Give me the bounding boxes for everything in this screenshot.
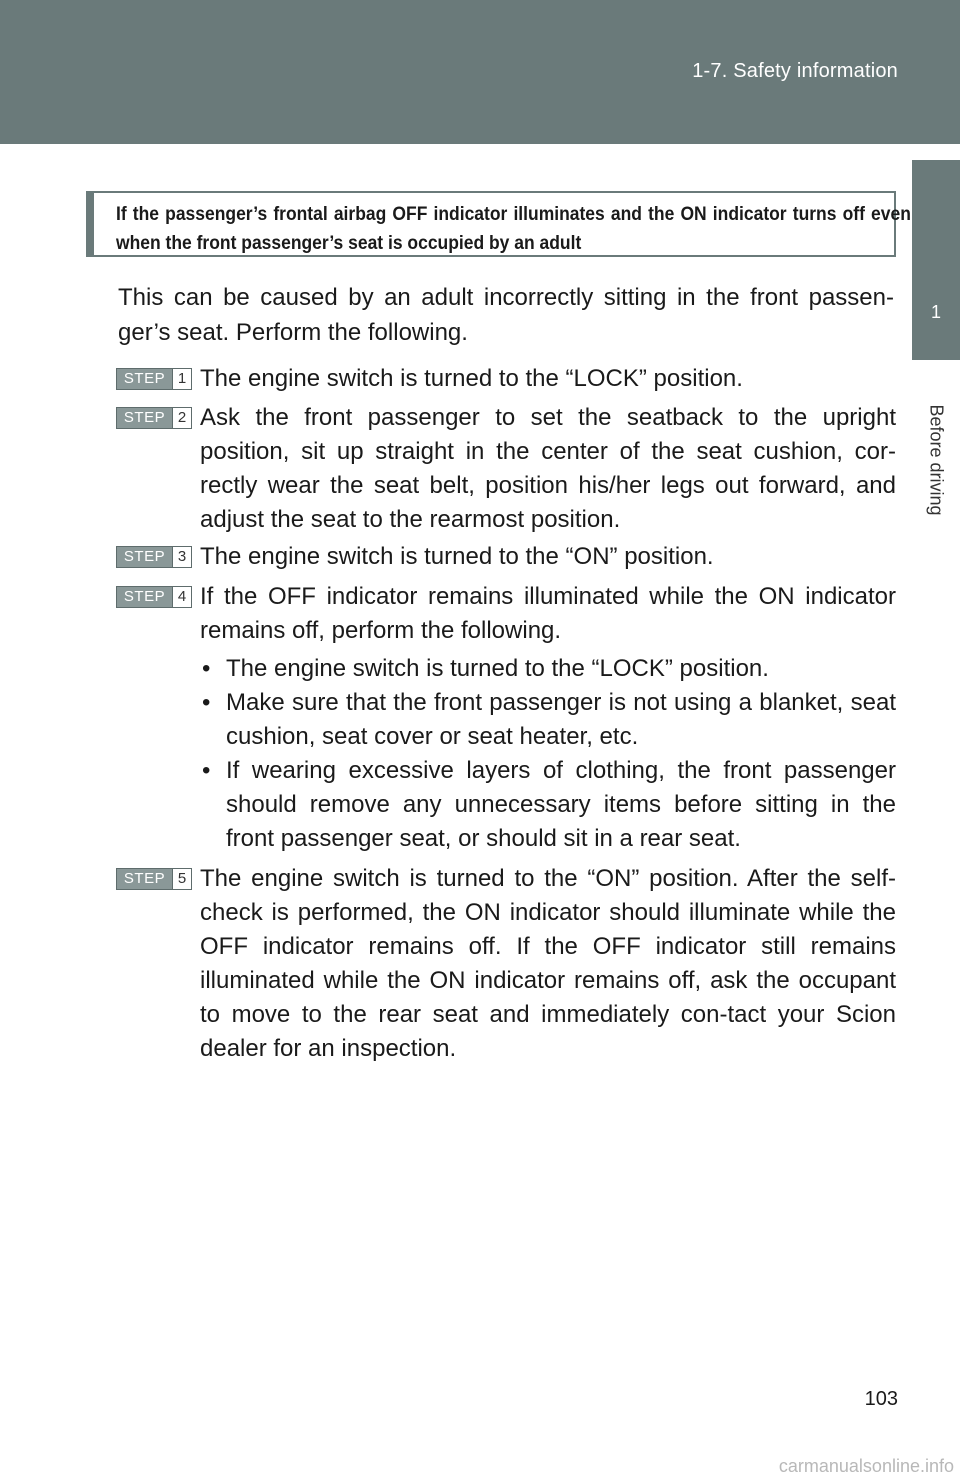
step-badge-label: STEP xyxy=(123,548,166,565)
page-number: 103 xyxy=(864,1388,898,1410)
bullet-item: • The engine switch is turned to the “LOCK” position. xyxy=(200,652,896,686)
step-2 xyxy=(116,401,896,537)
chapter-number: 1 xyxy=(930,302,941,322)
step-badge-label: STEP xyxy=(123,870,166,887)
step-text: The engine switch is turned to the “LOCK” position. xyxy=(200,365,743,392)
step-text: Ask the front passenger to set the seatback to the upright position, sit up straight in the center of the seat cushion, cor-rectly wear the seat belt, position his/her legs out forward, and adjust the seat to the rearmost position. xyxy=(200,404,896,533)
step-badge xyxy=(116,368,192,390)
step-text: If the OFF indicator remains illuminated while the ON indicator remains off, perform the following. xyxy=(200,583,896,644)
step-badge-label: STEP xyxy=(123,588,166,605)
step-3 xyxy=(116,540,896,574)
step-badge xyxy=(116,586,192,608)
section-title: 1-7. Safety information xyxy=(692,60,898,82)
notice-box xyxy=(86,191,911,257)
chapter-label: Before driving xyxy=(926,404,947,516)
watermark: carmanualsonline.info xyxy=(778,1456,954,1476)
step-badge-number: 1 xyxy=(172,369,191,389)
step-badge-label: STEP xyxy=(123,370,166,387)
step-text: The engine switch is turned to the “ON” position. After the self-check is performed, the ON indicator should illuminate while the OFF indicator remains off. If the OFF indicator still remains illuminated while the ON indicator remains off, ask the occupant to move to the rear seat and immediately con-tact your Scion dealer for an inspection. xyxy=(200,865,896,1062)
step-5 xyxy=(116,862,896,1066)
step-badge xyxy=(116,868,192,890)
step-badge-number: 2 xyxy=(172,408,191,428)
step-text: The engine switch is turned to the “ON” position. xyxy=(200,543,714,570)
step-badge-number: 3 xyxy=(172,547,191,567)
step-4-bullets xyxy=(200,652,896,856)
step-badge xyxy=(116,407,192,429)
step-badge-label: STEP xyxy=(123,409,166,426)
intro-paragraph: This can be caused by an adult incorrectly sitting in the front passen-ger’s seat. Perform the following. xyxy=(118,284,894,346)
step-1 xyxy=(116,362,896,396)
bullet-item: • Make sure that the front passenger is not using a blanket, seat cushion, seat cover or seat heater, etc. xyxy=(200,686,896,754)
step-4 xyxy=(116,580,896,856)
bullet-item: • If wearing excessive layers of clothing, the front passenger should remove any unnecessary items before sitting in the front passenger seat, or should sit in a rear seat. xyxy=(200,754,896,856)
chapter-tab xyxy=(912,160,960,360)
notice-title: If the passenger’s frontal airbag OFF indicator illuminates and the ON indicator turns off even when the front passenger’s seat is occupied by an adult xyxy=(116,204,911,254)
step-badge-number: 4 xyxy=(172,587,191,607)
step-badge xyxy=(116,546,192,568)
step-badge-number: 5 xyxy=(172,869,191,889)
page-header xyxy=(0,0,960,144)
